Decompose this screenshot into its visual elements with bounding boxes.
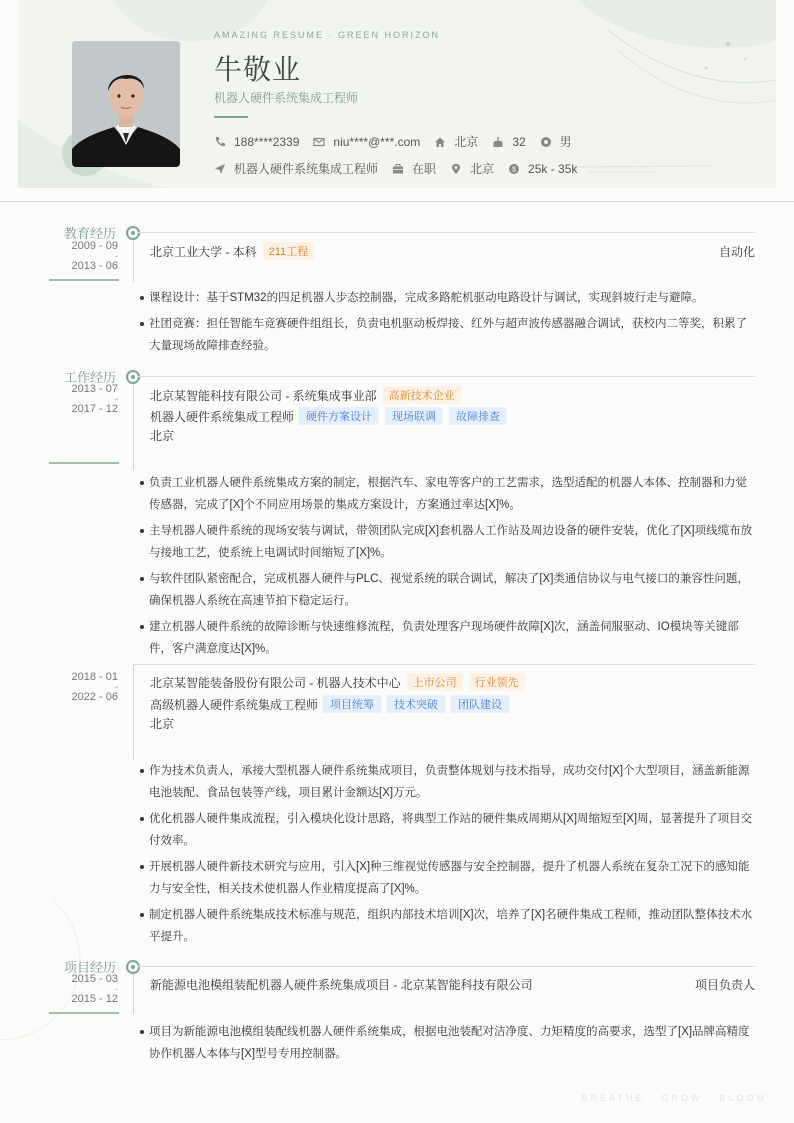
phone-icon <box>214 136 226 148</box>
job2-skill-tag: 团队建设 <box>451 695 509 713</box>
job2-company-tag: 行业领先 <box>469 673 525 691</box>
project-timeline-dot <box>126 960 140 974</box>
gender-text: 男 <box>559 135 572 149</box>
job1-date: 2013 - 07 - 2017 - 12 <box>71 383 118 415</box>
major: 自动化 <box>718 245 755 259</box>
list-item: 制定机器人硬件系统集成技术标准与规范，组织内部技术培训[X]次，培养了[X]名硬件集成工程师，推动团队整体技术水平提升。 <box>140 904 755 948</box>
job1-company: 北京某智能科技有限公司 - 系统集成事业部 <box>150 388 377 403</box>
status-text: 在职 <box>412 162 437 176</box>
briefcase-icon <box>392 163 404 175</box>
job1-timeline-line <box>133 384 134 470</box>
salary-icon <box>508 163 520 175</box>
job2-company-line <box>150 673 525 691</box>
job1-start: 2013 - 07 <box>71 383 118 395</box>
project-section-title: 项目经历 <box>63 960 116 975</box>
phone-item[interactable] <box>214 135 299 149</box>
cake-icon <box>492 136 504 148</box>
education-divider <box>138 232 755 233</box>
school-name: 北京工业大学 - 本科 <box>150 244 257 259</box>
list-item: 作为技术负责人，承接大型机器人硬件系统集成项目，负责整体规划与技术指导，成功交付[X]个大型项目，涵盖新能源电池装配、食品包装等产线，项目累计金额达[X]万元。 <box>140 760 755 804</box>
header-divider <box>0 201 794 202</box>
project-end: 2015 - 12 <box>71 993 118 1005</box>
name-underline <box>214 116 248 118</box>
job2-company: 北京某智能装备股份有限公司 - 机器人技术中心 <box>150 675 401 690</box>
email-item[interactable] <box>313 135 420 149</box>
job2-divider <box>133 664 755 665</box>
job1-end: 2017 - 12 <box>71 403 118 415</box>
job2-position: 高级机器人硬件系统集成工程师 <box>150 697 319 712</box>
gender-icon <box>540 136 552 148</box>
job1-skill-tag: 现场联调 <box>385 407 443 425</box>
education-timeline-dot <box>126 226 140 240</box>
job2-skill-tag: 技术突破 <box>387 695 445 713</box>
education-section-title: 教育经历 <box>63 226 116 241</box>
project-timeline-line <box>133 974 134 1014</box>
education-entry <box>150 242 314 260</box>
work-divider <box>138 376 755 377</box>
mail-icon <box>313 136 325 148</box>
send-icon <box>214 163 226 175</box>
education-bullets <box>140 287 755 361</box>
job2-skill-tag: 项目统筹 <box>323 695 381 713</box>
project-start: 2015 - 03 <box>71 973 118 985</box>
work-section-bar <box>49 462 119 464</box>
list-item: 优化机器人硬件集成流程，引入模块化设计思路，将典型工作站的硬件集成周期从[X]周缩短至[X]周，显著提升了项目交付效率。 <box>140 808 755 852</box>
school-tag: 211工程 <box>263 242 315 260</box>
job2-city: 北京 <box>150 717 175 731</box>
salary-text: 25k - 35k <box>528 161 578 176</box>
age-item <box>492 135 525 149</box>
job1-position: 机器人硬件系统集成工程师 <box>150 409 295 424</box>
job1-skill-tag: 硬件方案设计 <box>299 407 379 425</box>
phone-text: 188****2339 <box>234 134 300 149</box>
education-section-bar <box>49 279 119 281</box>
list-item: 社团竞赛：担任智能车竞赛硬件组组长，负责电机驱动板焊接、红外与超声波传感器融合调试，获校内二等奖，积累了大量现场故障排查经验。 <box>140 313 755 357</box>
target-city-text: 北京 <box>470 162 495 176</box>
job1-bullets <box>140 472 755 664</box>
project-divider <box>138 966 755 967</box>
job1-company-tag: 高新技术企业 <box>383 386 461 404</box>
list-item: 开展机器人硬件新技术研究与应用，引入[X]种三维视觉传感器与安全控制器，提升了机器人系统在复杂工况下的感知能力与安全性，相关技术使机器人作业精度提高了[X]%。 <box>140 856 755 900</box>
job1-position-line <box>150 407 507 425</box>
education-date: 2009 - 09 - 2013 - 06 <box>71 240 118 272</box>
target-city-item <box>450 160 494 177</box>
project-role: 项目负责人 <box>694 978 755 992</box>
job1-city: 北京 <box>150 429 175 443</box>
email-text: niu****@***.com <box>333 134 421 149</box>
gender-item <box>540 133 572 150</box>
candidate-name: 牛敬业 <box>214 54 302 85</box>
job2-timeline-line <box>133 664 134 759</box>
job2-bullets <box>140 760 755 952</box>
tagline: AMAZING RESUME · GREEN HORIZON <box>214 30 441 40</box>
job-title: 机器人硬件系统集成工程师 <box>214 91 359 105</box>
project-bullets <box>140 1021 755 1069</box>
work-timeline-dot <box>126 370 140 384</box>
salary-item <box>508 162 577 176</box>
hometown-item <box>434 133 478 150</box>
list-item: 项目为新能源电池模组装配线机器人硬件系统集成，根据电池装配对洁净度、力矩精度的高要求，选型了[X]品牌高精度协作机器人本体与[X]型号专用控制器。 <box>140 1021 755 1065</box>
contact-row <box>214 133 586 150</box>
education-timeline-line <box>133 240 134 282</box>
avatar <box>72 41 180 167</box>
project-date: 2015 - 03 - 2015 - 12 <box>71 973 118 1005</box>
job2-start: 2018 - 01 <box>71 671 118 683</box>
job1-company-line <box>150 386 461 404</box>
target-position-item <box>214 160 378 177</box>
project-name: 新能源电池模组装配机器人硬件系统集成项目 - 北京某智能科技有限公司 <box>150 978 533 992</box>
education-start: 2009 - 09 <box>71 240 118 252</box>
job1-skill-tag: 故障排查 <box>449 407 507 425</box>
list-item: 与软件团队紧密配合，完成机器人硬件与PLC、视觉系统的联合调试，解决了[X]类通信协议与电气接口的兼容性问题，确保机器人系统在高速节拍下稳定运行。 <box>140 568 755 612</box>
work-section-title: 工作经历 <box>63 370 116 385</box>
list-item: 建立机器人硬件系统的故障诊断与快速维修流程，负责处理客户现场硬件故障[X]次，涵盖伺服驱动、IO模块等关键部件，客户满意度达[X]%。 <box>140 616 755 660</box>
hometown-text: 北京 <box>454 135 479 149</box>
footer-slogan: BREATHE · GROW · BLOOM <box>581 1093 767 1103</box>
list-item: 课程设计：基于STM32的四足机器人步态控制器，完成多路舵机驱动电路设计与调试，实现斜坡行走与避障。 <box>140 287 755 309</box>
age-text: 32 <box>512 134 526 149</box>
career-row <box>214 160 591 177</box>
status-item <box>392 160 436 177</box>
job2-end: 2022 - 06 <box>71 691 118 703</box>
job2-position-line <box>150 695 509 713</box>
svg-text:$: $ <box>512 166 516 174</box>
location-icon <box>450 163 462 175</box>
list-item: 负责工业机器人硬件系统集成方案的制定，根据汽车、家电等客户的工艺需求，选型适配的机器人本体、控制器和力觉传感器，完成了[X]个不同应用场景的集成方案设计，方案通过率达[X]%。 <box>140 472 755 516</box>
education-end: 2013 - 06 <box>71 260 118 272</box>
job2-date: 2018 - 01 - 2022 - 06 <box>71 671 118 703</box>
job2-company-tag: 上市公司 <box>407 673 463 691</box>
project-section-bar <box>49 1012 119 1014</box>
home-icon <box>434 136 446 148</box>
list-item: 主导机器人硬件系统的现场安装与调试，带领团队完成[X]套机器人工作站及周边设备的硬件安装，优化了[X]项线缆布放与接地工艺，使系统上电调试时间缩短了[X]%。 <box>140 520 755 564</box>
target-position-text: 机器人硬件系统集成工程师 <box>234 162 379 176</box>
